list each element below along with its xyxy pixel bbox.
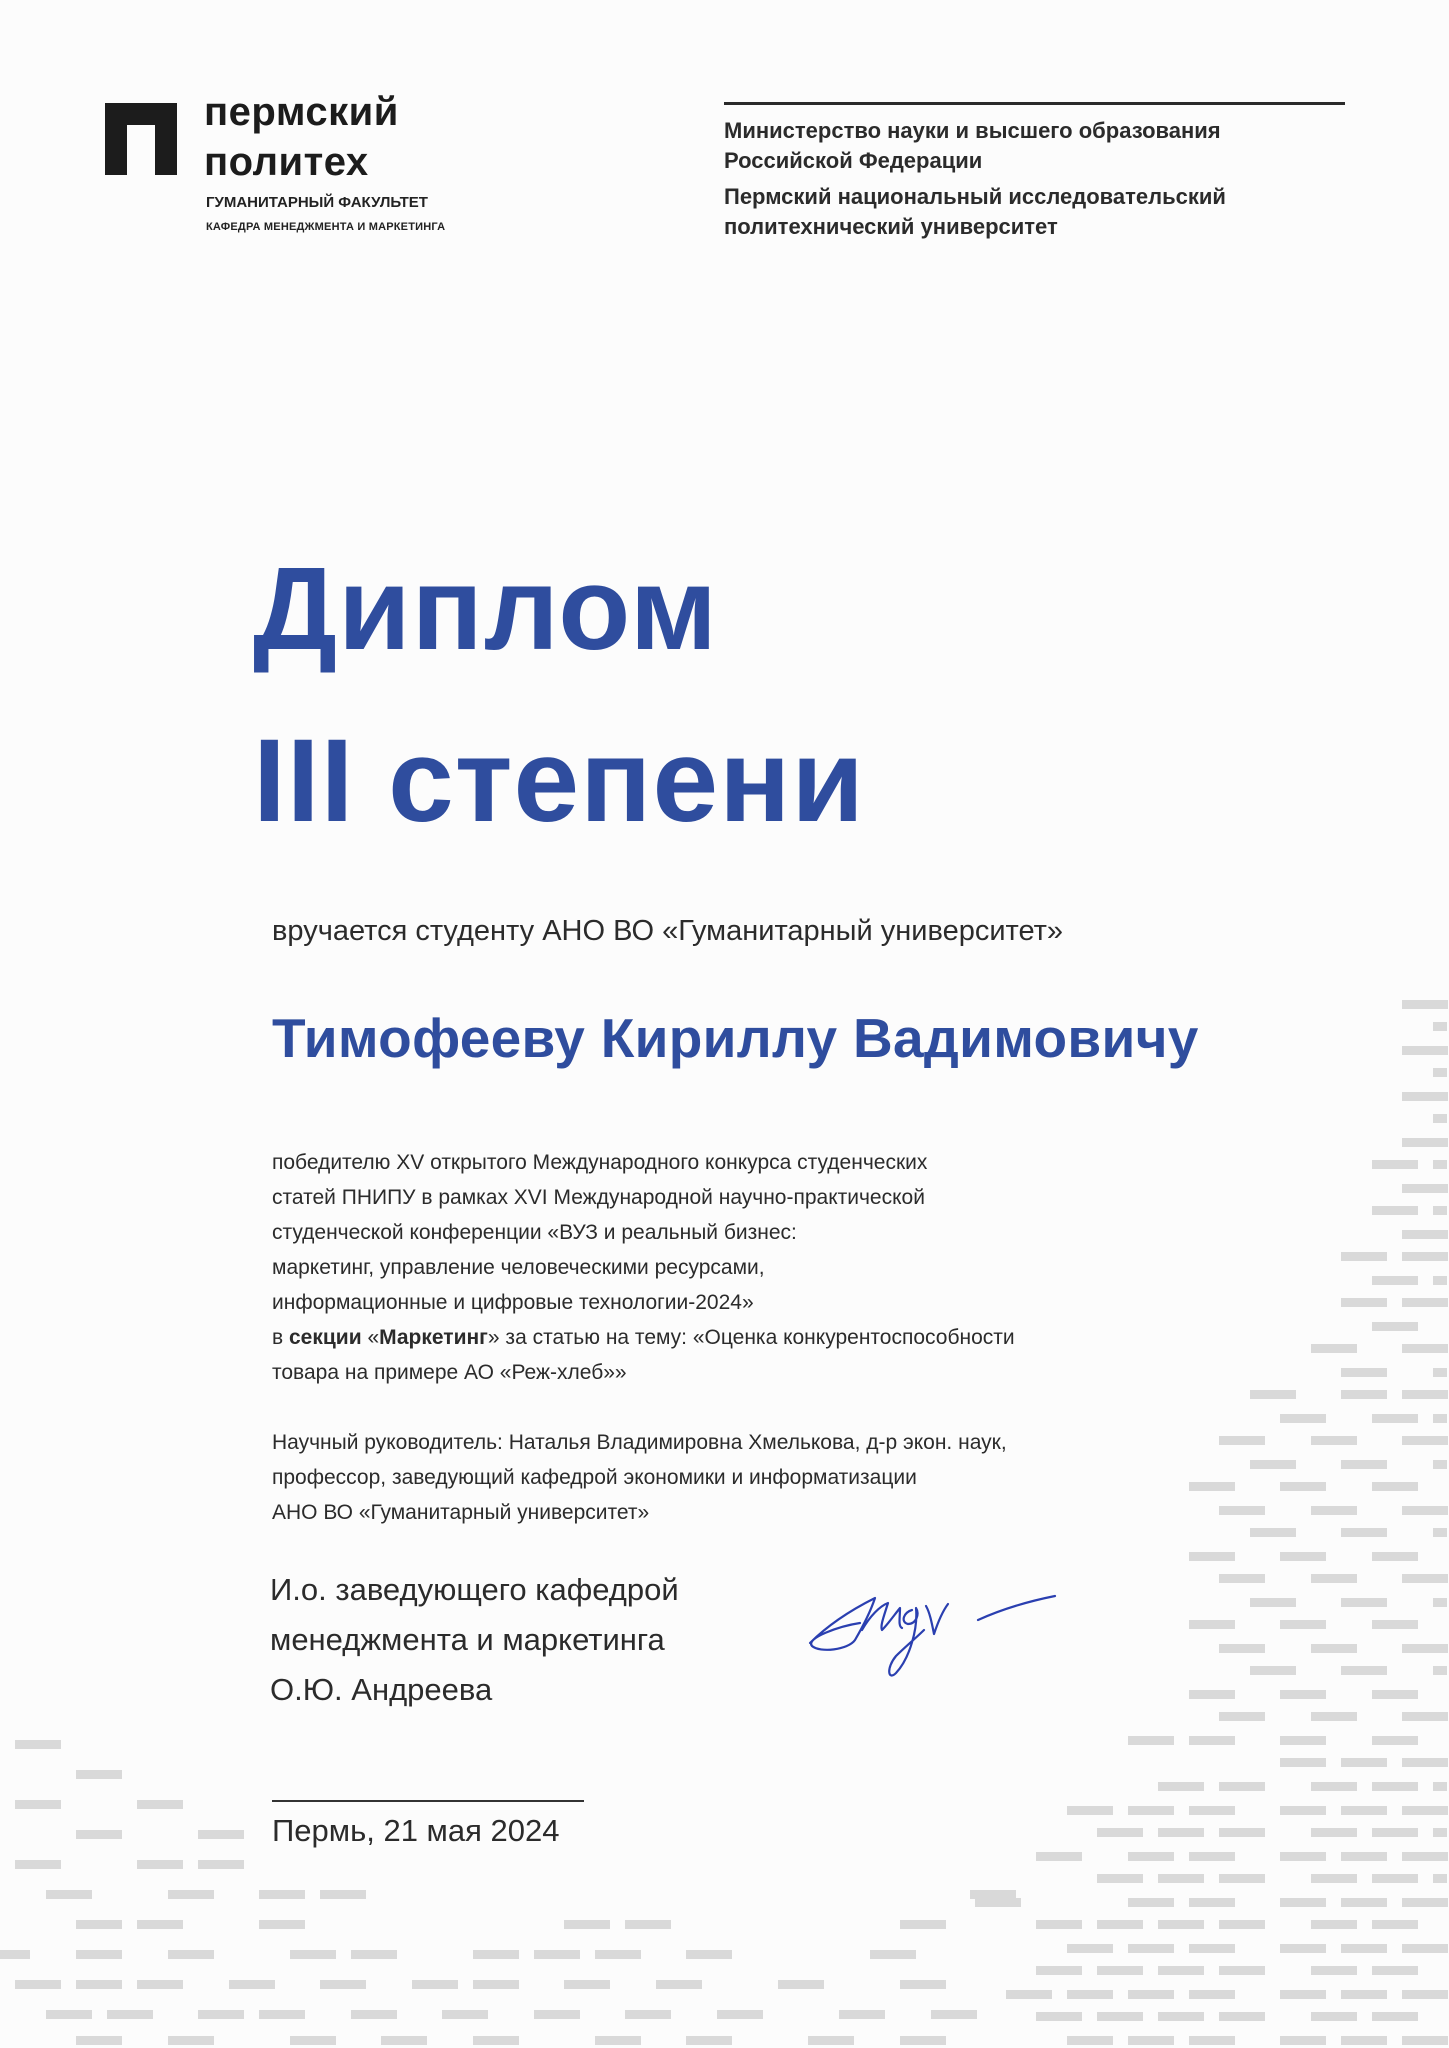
pattern-dash bbox=[1219, 1644, 1265, 1653]
description-line: информационные и цифровые технологии-2024» bbox=[272, 1291, 754, 1314]
pattern-dash bbox=[320, 1890, 366, 1899]
pattern-dash bbox=[1433, 1598, 1447, 1607]
pattern-dash bbox=[1280, 1990, 1326, 1999]
pattern-dash bbox=[290, 2036, 336, 2045]
pattern-dash bbox=[1158, 1828, 1204, 1837]
pattern-dash bbox=[1341, 1368, 1387, 1377]
pattern-dash bbox=[1097, 1966, 1143, 1975]
pattern-dash bbox=[1097, 1874, 1143, 1883]
section-name: Маркетинг bbox=[379, 1326, 488, 1349]
pattern-dash bbox=[1219, 1920, 1265, 1929]
pattern-dash bbox=[1433, 1460, 1447, 1469]
pattern-dash bbox=[1372, 1966, 1418, 1975]
pattern-dash bbox=[1280, 2036, 1326, 2045]
pattern-dash bbox=[1311, 1506, 1357, 1515]
pattern-dash bbox=[15, 1980, 61, 1989]
pattern-dash bbox=[1341, 1390, 1387, 1399]
pattern-dash bbox=[1311, 1436, 1357, 1445]
pattern-dash bbox=[473, 1950, 519, 1959]
section-word: секции bbox=[289, 1326, 362, 1349]
pattern-dash bbox=[1341, 1598, 1387, 1607]
pattern-dash bbox=[1219, 1828, 1265, 1837]
pattern-dash bbox=[1433, 1206, 1447, 1215]
pattern-dash bbox=[1372, 1414, 1418, 1423]
ministry-line: Министерство науки и высшего образования bbox=[724, 118, 1221, 143]
pattern-dash bbox=[1402, 1344, 1448, 1353]
pattern-dash bbox=[1341, 1758, 1387, 1767]
supervisor-line: АНО ВО «Гуманитарный университет» bbox=[272, 1501, 650, 1524]
pattern-dash bbox=[1372, 1160, 1418, 1169]
pattern-dash bbox=[1280, 1736, 1326, 1745]
pattern-dash bbox=[1280, 1620, 1326, 1629]
recipient-name: Тимофееву Кириллу Вадимовичу bbox=[272, 1007, 1199, 1069]
pattern-dash bbox=[1341, 1460, 1387, 1469]
ministry-name bbox=[724, 116, 1221, 176]
pattern-dash bbox=[717, 2010, 763, 2019]
pattern-dash bbox=[1402, 1898, 1448, 1907]
pattern-dash bbox=[1372, 1206, 1418, 1215]
pattern-dash bbox=[1433, 1114, 1447, 1123]
pattern-dash bbox=[1006, 1990, 1052, 1999]
pattern-dash bbox=[1402, 1852, 1448, 1861]
pattern-dash bbox=[1036, 2012, 1082, 2021]
pattern-dash bbox=[839, 2010, 885, 2019]
pattern-dash bbox=[1097, 1920, 1143, 1929]
pattern-dash bbox=[1097, 1828, 1143, 1837]
pattern-dash bbox=[1219, 1874, 1265, 1883]
pattern-dash bbox=[1372, 1322, 1418, 1331]
pattern-dash bbox=[1402, 1000, 1448, 1009]
pattern-dash bbox=[15, 1860, 61, 1869]
pattern-dash bbox=[107, 2010, 153, 2019]
section-rest: » за статью на тему: «Оценка конкурентоспособности bbox=[487, 1326, 1015, 1349]
pattern-dash bbox=[625, 1920, 671, 1929]
pattern-dash bbox=[1189, 1944, 1235, 1953]
pattern-dash bbox=[1372, 1552, 1418, 1561]
pattern-dash bbox=[137, 1980, 183, 1989]
signatory-department: менеджмента и маркетинга bbox=[270, 1622, 665, 1657]
pattern-dash bbox=[1341, 1528, 1387, 1537]
pattern-dash bbox=[1250, 1460, 1296, 1469]
pattern-dash bbox=[1067, 1806, 1113, 1815]
pattern-dash bbox=[1219, 1782, 1265, 1791]
pattern-dash bbox=[1280, 1758, 1326, 1767]
pattern-dash bbox=[259, 1920, 305, 1929]
pattern-dash bbox=[15, 1740, 61, 1749]
pattern-dash bbox=[595, 1950, 641, 1959]
supervisor-info bbox=[272, 1425, 1007, 1530]
pattern-dash bbox=[442, 2010, 488, 2019]
pattern-dash bbox=[15, 1800, 61, 1809]
pattern-dash bbox=[1402, 1138, 1448, 1147]
pattern-dash bbox=[975, 1898, 1021, 1907]
pattern-dash bbox=[1311, 1920, 1357, 1929]
pattern-dash bbox=[1433, 1414, 1447, 1423]
pattern-dash bbox=[1128, 1944, 1174, 1953]
pattern-dash bbox=[1433, 1276, 1447, 1285]
pattern-dash bbox=[168, 2036, 214, 2045]
pattern-dash bbox=[1372, 1782, 1418, 1791]
pattern-dash bbox=[76, 1770, 122, 1779]
pattern-dash bbox=[1280, 1898, 1326, 1907]
pattern-dash bbox=[1341, 1990, 1387, 1999]
pattern-dash bbox=[1311, 1966, 1357, 1975]
pattern-dash bbox=[1402, 1506, 1448, 1515]
pattern-dash bbox=[1280, 1806, 1326, 1815]
pattern-dash bbox=[1341, 1944, 1387, 1953]
pattern-dash bbox=[1341, 1298, 1387, 1307]
pattern-dash bbox=[1158, 1782, 1204, 1791]
pattern-dash bbox=[1402, 1230, 1448, 1239]
description-line: победителю XV открытого Международного конкурса студенческих bbox=[272, 1151, 928, 1174]
pattern-dash bbox=[1128, 1852, 1174, 1861]
pattern-dash bbox=[290, 1950, 336, 1959]
award-description bbox=[272, 1145, 1015, 1390]
pattern-dash bbox=[1402, 1252, 1448, 1261]
pattern-dash bbox=[1280, 1482, 1326, 1491]
pattern-dash bbox=[625, 2010, 671, 2019]
pattern-dash bbox=[1280, 1852, 1326, 1861]
pattern-dash bbox=[1402, 1712, 1448, 1721]
pattern-dash bbox=[808, 2036, 854, 2045]
pattern-dash bbox=[76, 1980, 122, 1989]
pattern-dash bbox=[1219, 1436, 1265, 1445]
pattern-dash bbox=[1341, 1666, 1387, 1675]
pattern-dash bbox=[1341, 1852, 1387, 1861]
pattern-dash bbox=[931, 2010, 977, 2019]
handwritten-signature bbox=[800, 1568, 1065, 1683]
pattern-dash bbox=[168, 1890, 214, 1899]
pattern-dash bbox=[76, 2036, 122, 2045]
pattern-dash bbox=[1189, 1552, 1235, 1561]
pattern-dash bbox=[1250, 1598, 1296, 1607]
pattern-dash bbox=[1311, 1828, 1357, 1837]
pattern-dash bbox=[76, 1920, 122, 1929]
pattern-dash bbox=[686, 1950, 732, 1959]
pattern-dash bbox=[1219, 1506, 1265, 1515]
pattern-dash bbox=[137, 1800, 183, 1809]
pattern-dash bbox=[1433, 1782, 1447, 1791]
pattern-dash bbox=[1372, 1828, 1418, 1837]
pattern-dash bbox=[900, 2036, 946, 2045]
pattern-dash bbox=[259, 1890, 305, 1899]
pattern-dash bbox=[1433, 1068, 1447, 1077]
pattern-dash bbox=[1189, 1690, 1235, 1699]
pattern-dash bbox=[1372, 1276, 1418, 1285]
pattern-dash bbox=[1189, 2036, 1235, 2045]
university-name bbox=[724, 182, 1226, 242]
pattern-dash bbox=[1372, 1690, 1418, 1699]
pattern-dash bbox=[1311, 1874, 1357, 1883]
pattern-dash bbox=[259, 2010, 305, 2019]
pattern-dash bbox=[1128, 1806, 1174, 1815]
description-section-line bbox=[272, 1320, 1015, 1355]
pattern-dash bbox=[1128, 1736, 1174, 1745]
pattern-dash bbox=[1311, 1344, 1357, 1353]
pattern-dash bbox=[1128, 1990, 1174, 1999]
pattern-dash bbox=[1036, 1920, 1082, 1929]
pattern-dash bbox=[1128, 2036, 1174, 2045]
pattern-dash bbox=[534, 1950, 580, 1959]
pattern-dash bbox=[1067, 1990, 1113, 1999]
pattern-dash bbox=[900, 1920, 946, 1929]
pattern-dash bbox=[595, 2036, 641, 2045]
pattern-dash bbox=[1189, 1990, 1235, 1999]
pattern-dash bbox=[1372, 1482, 1418, 1491]
pattern-dash bbox=[351, 2010, 397, 2019]
pattern-dash bbox=[473, 1980, 519, 1989]
pattern-dash bbox=[1433, 1160, 1447, 1169]
pattern-dash bbox=[320, 1980, 366, 1989]
pattern-dash bbox=[1311, 2012, 1357, 2021]
pattern-dash bbox=[1189, 1806, 1235, 1815]
diploma-degree: III степени bbox=[253, 715, 865, 847]
pattern-dash bbox=[1402, 1436, 1448, 1445]
signatory-position: И.о. заведующего кафедрой bbox=[270, 1572, 679, 1607]
pattern-dash bbox=[1036, 1966, 1082, 1975]
pattern-dash bbox=[1219, 1966, 1265, 1975]
pattern-dash bbox=[137, 1920, 183, 1929]
pattern-dash bbox=[1402, 1806, 1448, 1815]
pattern-dash bbox=[1402, 1758, 1448, 1767]
pattern-dash bbox=[0, 1950, 30, 1959]
signatory-block bbox=[270, 1565, 679, 1715]
politech-logo-icon bbox=[105, 103, 177, 175]
supervisor-line: профессор, заведующий кафедрой экономики и информатизации bbox=[272, 1466, 917, 1489]
pattern-dash bbox=[1402, 1644, 1448, 1653]
pattern-dash bbox=[1311, 1644, 1357, 1653]
pattern-dash bbox=[1189, 1620, 1235, 1629]
pattern-dash bbox=[1372, 1920, 1418, 1929]
pattern-dash bbox=[870, 1950, 916, 1959]
pattern-dash bbox=[564, 1920, 610, 1929]
pattern-dash bbox=[1341, 1806, 1387, 1815]
pattern-dash bbox=[1372, 1620, 1418, 1629]
pattern-dash bbox=[137, 1860, 183, 1869]
department-name: КАФЕДРА МЕНЕДЖМЕНТА И МАРКЕТИНГА bbox=[206, 221, 446, 233]
pattern-dash bbox=[686, 2036, 732, 2045]
pattern-dash bbox=[229, 1980, 275, 1989]
pattern-dash bbox=[381, 2036, 427, 2045]
pattern-dash bbox=[1280, 1690, 1326, 1699]
pattern-dash bbox=[1433, 1528, 1447, 1537]
pattern-dash bbox=[1036, 1852, 1082, 1861]
pattern-dash bbox=[534, 2010, 580, 2019]
pattern-dash bbox=[1219, 2012, 1265, 2021]
pattern-dash bbox=[168, 1950, 214, 1959]
pattern-dash bbox=[1402, 2036, 1448, 2045]
pattern-dash bbox=[1219, 1574, 1265, 1583]
university-line: политехнический университет bbox=[724, 214, 1058, 239]
pattern-dash bbox=[198, 1860, 244, 1869]
pattern-dash bbox=[1250, 1528, 1296, 1537]
description-line: маркетинг, управление человеческими ресурсами, bbox=[272, 1256, 765, 1279]
pattern-dash bbox=[1433, 1874, 1447, 1883]
pattern-dash bbox=[1158, 1874, 1204, 1883]
university-line: Пермский национальный исследовательский bbox=[724, 184, 1226, 209]
brand-name-line-1: пермский bbox=[204, 90, 399, 134]
section-open-quote: « bbox=[361, 1326, 380, 1349]
pattern-dash bbox=[1341, 2036, 1387, 2045]
pattern-dash bbox=[412, 1980, 458, 1989]
pattern-dash bbox=[1372, 1736, 1418, 1745]
pattern-dash bbox=[1433, 1666, 1447, 1675]
pattern-dash bbox=[1402, 1574, 1448, 1583]
pattern-dash bbox=[1097, 2012, 1143, 2021]
pattern-dash bbox=[1311, 1712, 1357, 1721]
date-place: Пермь, 21 мая 2024 bbox=[272, 1813, 560, 1848]
pattern-dash bbox=[1341, 1898, 1387, 1907]
pattern-dash bbox=[1189, 1736, 1235, 1745]
pattern-dash bbox=[198, 2010, 244, 2019]
ministry-line: Российской Федерации bbox=[724, 148, 983, 173]
pattern-dash bbox=[1402, 1092, 1448, 1101]
section-prefix: в bbox=[272, 1326, 289, 1349]
pattern-dash bbox=[1280, 1552, 1326, 1561]
pattern-dash bbox=[76, 1830, 122, 1839]
brand-name-line-2: политех bbox=[204, 140, 369, 184]
pattern-dash bbox=[1402, 1390, 1448, 1399]
pattern-dash bbox=[1341, 1252, 1387, 1261]
pattern-dash bbox=[1402, 1184, 1448, 1193]
header-divider bbox=[724, 102, 1345, 105]
pattern-dash bbox=[1250, 1666, 1296, 1675]
pattern-dash bbox=[656, 1980, 702, 1989]
description-line: товара на примере АО «Реж-хлеб»» bbox=[272, 1361, 627, 1384]
signatory-name: О.Ю. Андреева bbox=[270, 1672, 493, 1707]
supervisor-line: Научный руководитель: Наталья Владимировна Хмелькова, д-р экон. наук, bbox=[272, 1431, 1007, 1454]
pattern-dash bbox=[1433, 1022, 1447, 1031]
pattern-dash bbox=[1402, 1046, 1448, 1055]
faculty-name: ГУМАНИТАРНЫЙ ФАКУЛЬТЕТ bbox=[206, 194, 428, 211]
pattern-dash bbox=[1280, 1414, 1326, 1423]
pattern-dash bbox=[1158, 2012, 1204, 2021]
pattern-dash bbox=[1158, 1920, 1204, 1929]
date-divider bbox=[272, 1800, 584, 1802]
pattern-dash bbox=[778, 1980, 824, 1989]
pattern-dash bbox=[1433, 1368, 1447, 1377]
pattern-dash bbox=[1067, 1944, 1113, 1953]
pattern-dash bbox=[1067, 2036, 1113, 2045]
pattern-dash bbox=[76, 1950, 122, 1959]
pattern-dash bbox=[1250, 1390, 1296, 1399]
pattern-dash bbox=[564, 1980, 610, 1989]
description-line: статей ПНИПУ в рамках XVI Международной научно-практической bbox=[272, 1186, 925, 1209]
pattern-dash bbox=[1372, 1874, 1418, 1883]
pattern-dash bbox=[1402, 1990, 1448, 1999]
pattern-dash bbox=[1219, 1712, 1265, 1721]
awarded-to-text: вручается студенту АНО ВО «Гуманитарный университет» bbox=[272, 915, 1064, 947]
pattern-dash bbox=[970, 1890, 1016, 1899]
pattern-dash bbox=[1311, 1574, 1357, 1583]
pattern-dash bbox=[46, 2010, 92, 2019]
description-line: студенческой конференции «ВУЗ и реальный бизнес: bbox=[272, 1221, 797, 1244]
diploma-title: Диплом bbox=[253, 543, 719, 675]
pattern-dash bbox=[1311, 1782, 1357, 1791]
pattern-dash bbox=[1280, 1944, 1326, 1953]
pattern-dash bbox=[198, 1830, 244, 1839]
pattern-dash bbox=[46, 1890, 92, 1899]
pattern-dash bbox=[1433, 1828, 1447, 1837]
pattern-dash bbox=[1189, 1482, 1235, 1491]
pattern-dash bbox=[1128, 1898, 1174, 1907]
pattern-dash bbox=[1372, 2012, 1418, 2021]
pattern-dash bbox=[473, 2036, 519, 2045]
pattern-dash bbox=[1402, 1298, 1448, 1307]
pattern-dash bbox=[900, 1980, 946, 1989]
pattern-dash bbox=[1402, 1944, 1448, 1953]
pattern-dash bbox=[1189, 1898, 1235, 1907]
pattern-dash bbox=[1158, 1966, 1204, 1975]
pattern-dash bbox=[351, 1950, 397, 1959]
pattern-dash bbox=[1189, 1852, 1235, 1861]
